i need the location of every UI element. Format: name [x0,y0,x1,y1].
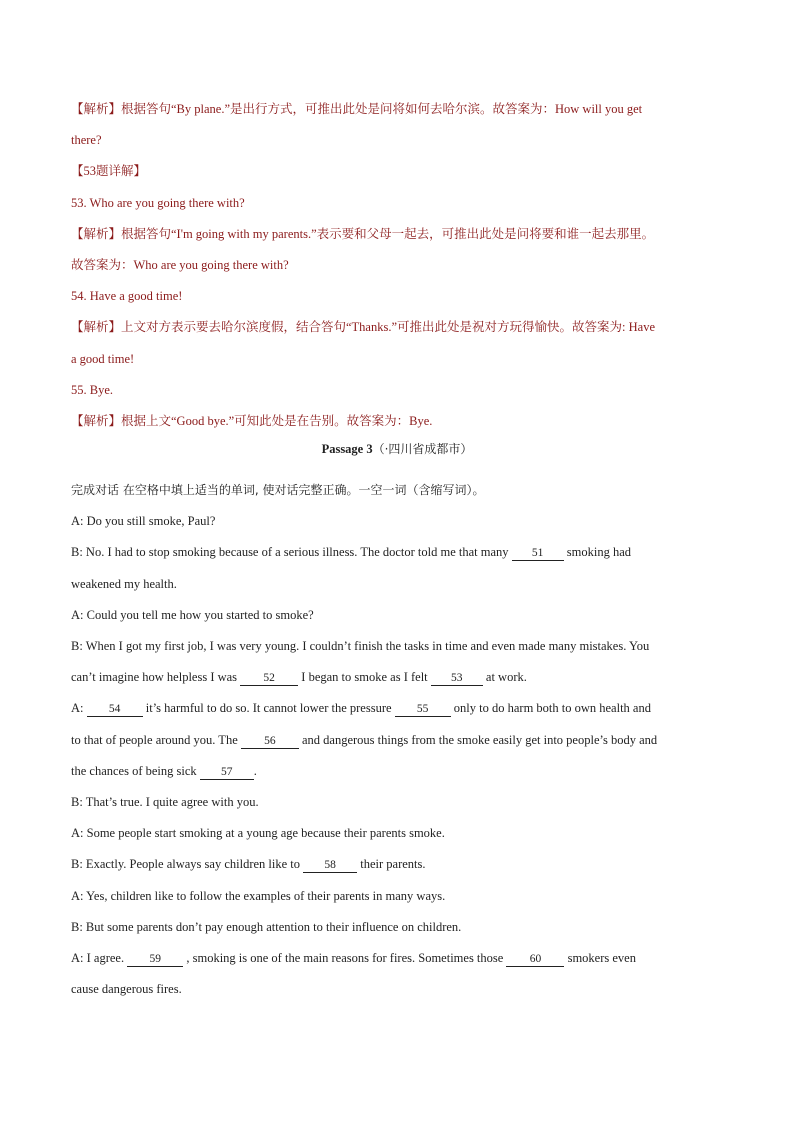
dialogue-line-8 [71,725,723,756]
passage-title-text: Passage 3 [321,442,373,457]
dialogue-text: I began to smoke as I felt [298,670,431,685]
dialogue-text: to that of people around you. The [71,732,241,747]
dialogue-line-12 [71,849,723,880]
dialogue-text: the chances of being sick [71,763,200,778]
dialogue-line-4: A: Could you tell me how you started to smoke? [71,607,314,622]
dialogue-text: , smoking is one of the main reasons for fires. Sometimes those [183,950,507,965]
blank-52: 52 [240,671,298,686]
blank-53: 53 [431,671,483,686]
dialogue-line-6 [71,662,723,693]
analysis-52-line-1: 【解析】根据答句“By plane.”是出行方式，可推出此处是问将如何去哈尔滨。故答案为：How will you get [71,102,643,116]
passage-title [71,437,723,461]
dialogue-line-14: B: But some parents don’t pay enough attention to their influence on children. [71,919,462,934]
blank-58: 58 [303,858,357,873]
analysis-52-line-2: there? [71,133,102,148]
dialogue-line-11: A: Some people start smoking at a young age because their parents smoke. [71,826,445,841]
dialogue-line-15 [71,943,723,974]
dialogue-line-7 [71,693,723,724]
blank-51: 51 [512,546,564,561]
dialogue-text: B: No. I had to stop smoking because of a serious illness. The doctor told me that many [71,545,512,560]
analysis-55-line: 【解析】根据上文“Good bye.”可知此处是在告别。故答案为：Bye. [71,413,433,428]
blank-59: 59 [127,952,183,967]
blank-57: 57 [200,765,254,780]
blank-56: 56 [241,734,299,749]
dialogue-text: can’t imagine how helpless I was [71,670,241,685]
dialogue-text: . [253,763,257,778]
dialogue-text: it’s harmful to do so. It cannot lower the pressure [142,701,395,716]
passage-instruction: 完成对话 在空格中填上适当的单词, 使对话完整正确。一空一词（含缩写词）。 [71,483,485,498]
dialogue-text: smoking had [563,545,632,560]
dialogue-text: only to do harm both to own health and [450,701,651,716]
dialogue-line-5: B: When I got my first job, I was very young. I couldn’t finish the tasks in time and even made many mistakes. You [71,639,650,653]
analysis-54-line-1: 【解析】上文对方表示要去哈尔滨度假，结合答句“Thanks.”可推出此处是祝对方玩得愉快。故答案为: Have [71,320,655,335]
dialogue-text: A: [71,701,87,716]
answer-54: 54. Have a good time! [71,289,183,304]
dialogue-line-16: cause dangerous fires. [71,982,182,997]
answer-55: 55. Bye. [71,382,114,397]
analysis-53-heading: 【53题详解】 [71,164,147,179]
passage-source: （·四川省成都市） [372,442,473,457]
dialogue-line-9 [71,756,723,787]
analysis-53-line-1: 【解析】根据答句“I'm going with my parents.”表示要和父母一起去，可推出此处是问将要和谁一起去那里。 [71,226,655,241]
dialogue-text: B: Exactly. People always say children like to [71,857,304,872]
dialogue-text: A: I agree. [71,950,128,965]
dialogue-line-1: A: Do you still smoke, Paul? [71,514,216,529]
dialogue-line-2 [71,537,723,568]
dialogue-text: at work. [482,670,527,685]
dialogue-text: smokers even [564,950,636,965]
dialogue-line-13: A: Yes, children like to follow the examples of their parents in many ways. [71,888,446,903]
dialogue-line-10: B: That’s true. I quite agree with you. [71,794,259,809]
analysis-54-line-2: a good time! [71,351,135,366]
answer-53: 53. Who are you going there with? [71,195,245,210]
blank-60: 60 [506,952,564,967]
blank-55: 55 [395,702,451,717]
dialogue-line-3: weakened my health. [71,576,177,591]
analysis-53-line-2: 故答案为：Who are you going there with? [71,257,289,272]
blank-54: 54 [87,702,143,717]
dialogue-text: and dangerous things from the smoke easily get into people’s body and [298,732,658,747]
dialogue-text: their parents. [357,857,426,872]
document-content [71,94,723,1005]
